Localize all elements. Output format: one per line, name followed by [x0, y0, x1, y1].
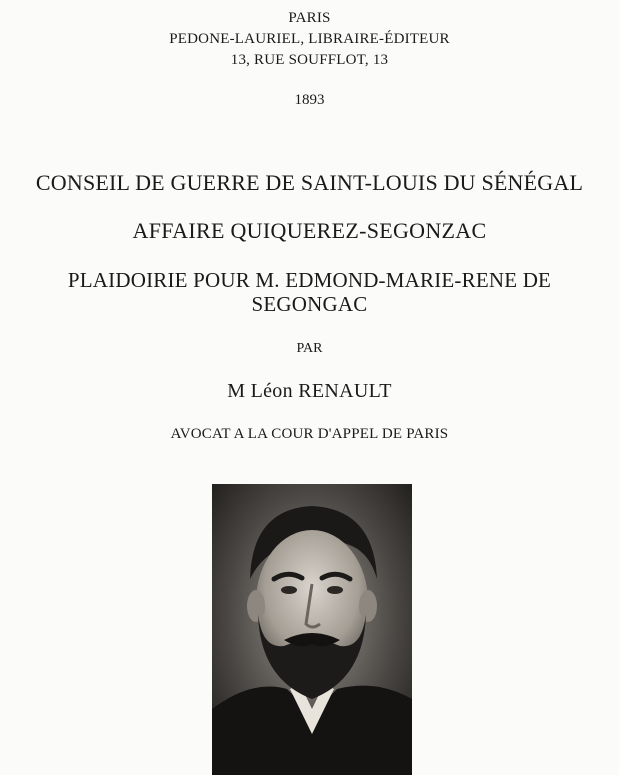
imprint-address: 13, RUE SOUFFLOT, 13 [230, 52, 389, 68]
author-role: AVOCAT A LA COUR D'APPEL DE PARIS [170, 426, 449, 442]
publication-year: 1893 [294, 92, 325, 108]
case-title: AFFAIRE QUIQUEREZ-SEGONZAC [132, 218, 487, 243]
author-name: M Léon RENAULT [227, 380, 392, 402]
author-portrait-photo [212, 484, 412, 775]
court-title: CONSEIL DE GUERRE DE SAINT-LOUIS DU SÉNÉGAL [35, 170, 584, 195]
portrait-image [212, 484, 412, 775]
imprint-publisher: PEDONE-LAURIEL, LIBRAIRE-ÉDITEUR [169, 31, 450, 47]
plea-title-line-2: SEGONGAC [251, 292, 368, 316]
par-label: PAR [296, 341, 323, 356]
plea-title-line-1: PLAIDOIRIE POUR M. EDMOND-MARIE-RENE DE [67, 268, 552, 292]
imprint-city: PARIS [288, 10, 331, 26]
